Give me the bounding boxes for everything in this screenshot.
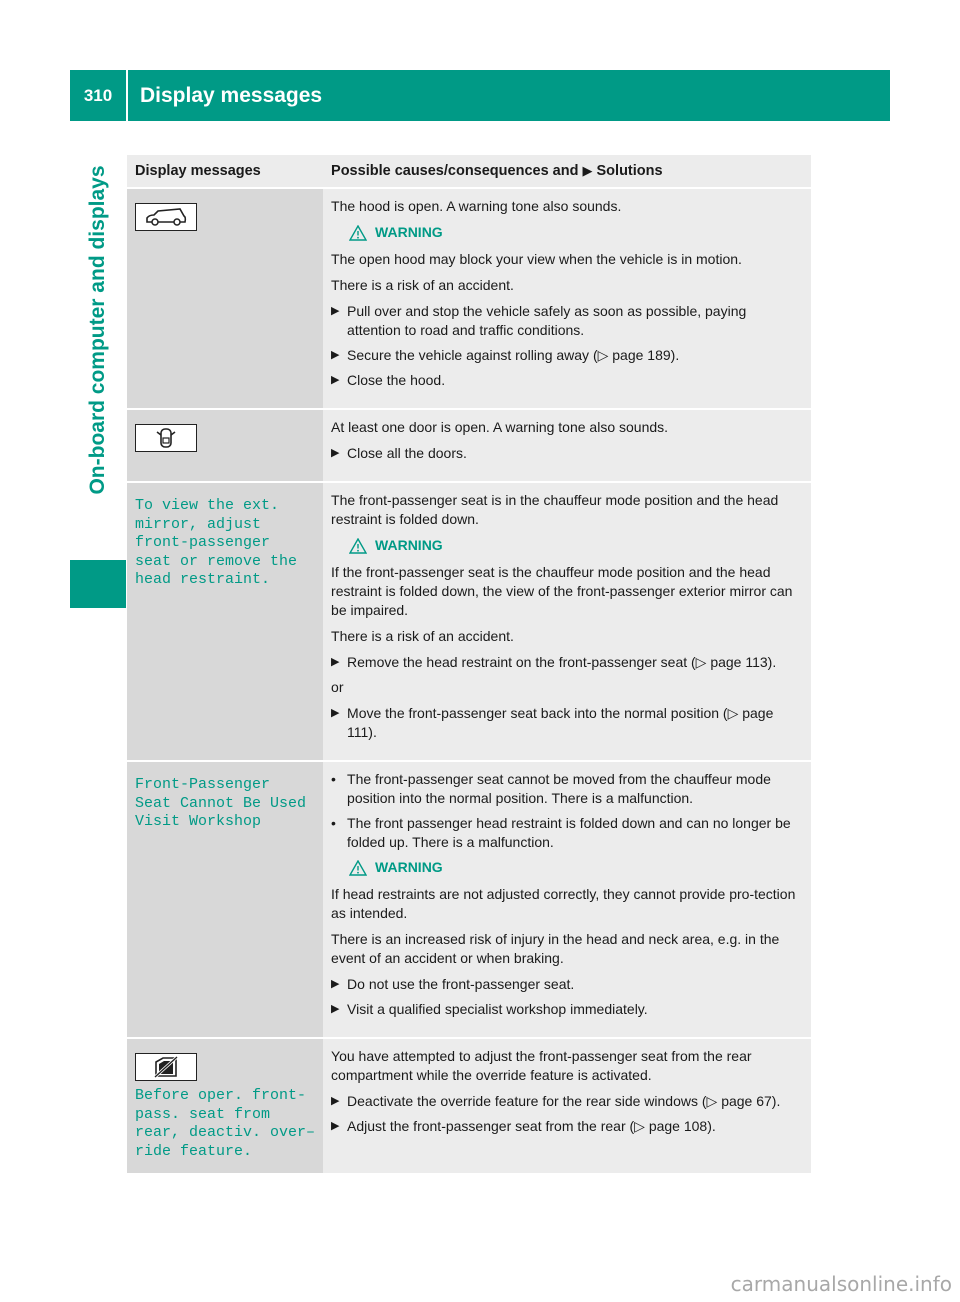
step-text: Close all the doors. bbox=[347, 445, 467, 461]
display-message-cell bbox=[127, 1038, 323, 1174]
step-arrow-icon: ▶ bbox=[331, 656, 340, 668]
display-message-cell bbox=[127, 482, 323, 761]
car-hood-open-icon bbox=[135, 203, 197, 231]
risk-text: There is a risk of an accident. bbox=[331, 277, 514, 293]
bullet-icon: • bbox=[331, 815, 336, 831]
section-tab-label: On-board computer and displays bbox=[86, 165, 109, 495]
solution-step bbox=[331, 1000, 803, 1019]
display-message-cell bbox=[127, 409, 323, 482]
page-title: Display messages bbox=[140, 83, 323, 107]
step-arrow-icon: ▶ bbox=[331, 349, 340, 361]
warning-text: If head restraints are not adjusted correctly, they cannot provide pro-tection as intended. bbox=[331, 886, 796, 921]
table-row bbox=[127, 761, 811, 1038]
or-text: or bbox=[331, 679, 344, 695]
cause-text: The front-passenger seat is in the chauffeur mode position and the head restraint is folded down. bbox=[331, 492, 779, 527]
solution-step bbox=[331, 1092, 803, 1111]
solution-step bbox=[331, 444, 803, 463]
cause-text: At least one door is open. A warning tone also sounds. bbox=[331, 419, 669, 435]
causes-solutions-cell bbox=[323, 188, 811, 409]
causes-solutions-cell bbox=[323, 409, 811, 482]
cause-text: You have attempted to adjust the front-passenger seat from the rear compartment while the override feature is activated. bbox=[331, 1048, 752, 1083]
step-text: Deactivate the override feature for the rear side windows (▷ page 67). bbox=[347, 1093, 781, 1109]
table-header-row bbox=[127, 155, 811, 188]
solution-step bbox=[331, 975, 803, 994]
bullet-text: The front-passenger seat cannot be moved from the chauffeur mode position into the normal position. There is a malfunction. bbox=[347, 771, 771, 806]
step-arrow-icon: ▶ bbox=[331, 978, 340, 990]
step-arrow-icon: ▶ bbox=[331, 1120, 340, 1132]
site-watermark: carmanualsonline.info bbox=[730, 1272, 952, 1296]
table-row bbox=[127, 482, 811, 761]
table-row bbox=[127, 1038, 811, 1174]
step-arrow-icon: ▶ bbox=[331, 305, 340, 317]
step-arrow-icon: ▶ bbox=[331, 447, 340, 459]
step-text: Move the front-passenger seat back into the normal position (▷ page 111). bbox=[347, 705, 774, 740]
causes-solutions-cell bbox=[323, 761, 811, 1038]
step-text: Do not use the front-passenger seat. bbox=[347, 976, 575, 992]
solution-step bbox=[331, 346, 803, 365]
warning-label: WARNING bbox=[375, 224, 443, 240]
step-arrow-icon: ▶ bbox=[331, 1095, 340, 1107]
risk-text: There is an increased risk of injury in the head and neck area, e.g. in the event of an accident or when braking. bbox=[331, 931, 780, 966]
warning-heading bbox=[349, 536, 803, 555]
solution-step bbox=[331, 704, 803, 742]
header-divider bbox=[126, 70, 128, 121]
section-tab-marker bbox=[70, 560, 126, 608]
display-message-cell bbox=[127, 188, 323, 409]
step-arrow-icon: ▶ bbox=[331, 1003, 340, 1015]
bullet-text: The front passenger head restraint is folded down and can no longer be folded up. There is a malfunction. bbox=[347, 815, 791, 850]
causes-solutions-cell bbox=[323, 482, 811, 761]
step-text: Remove the head restraint on the front-passenger seat (▷ page 113). bbox=[347, 654, 777, 670]
display-messages-table bbox=[127, 155, 811, 1175]
solution-step bbox=[331, 302, 803, 340]
column-header-display-messages: Display messages bbox=[127, 155, 323, 188]
warning-heading bbox=[349, 858, 803, 877]
warning-triangle-icon bbox=[349, 538, 367, 554]
display-message-cell bbox=[127, 761, 323, 1038]
step-text: Visit a qualified specialist workshop immediately. bbox=[347, 1001, 648, 1017]
cause-bullet bbox=[331, 770, 803, 808]
step-text: Close the hood. bbox=[347, 372, 446, 388]
step-text: Adjust the front-passenger seat from the rear (▷ page 108). bbox=[347, 1118, 716, 1134]
column-header-solutions-text: Solutions bbox=[596, 163, 663, 179]
play-arrow-icon: ▶ bbox=[582, 163, 593, 178]
risk-text: There is a risk of an accident. bbox=[331, 628, 514, 644]
warning-heading bbox=[349, 223, 803, 242]
solution-step bbox=[331, 371, 803, 390]
warning-text: The open hood may block your view when the vehicle is in motion. bbox=[331, 251, 742, 267]
warning-text: If the front-passenger seat is the chauffeur mode position and the head restraint is folded down, the view of the front-passenger exterior mirror can be impaired. bbox=[331, 564, 793, 618]
table-row bbox=[127, 409, 811, 482]
page-number: 310 bbox=[83, 85, 113, 105]
solution-step bbox=[331, 653, 803, 672]
step-arrow-icon: ▶ bbox=[331, 707, 340, 719]
bullet-icon: • bbox=[331, 771, 336, 787]
step-text: Secure the vehicle against rolling away (▷ page 189). bbox=[347, 347, 680, 363]
warning-label: WARNING bbox=[375, 859, 443, 875]
display-message-text: Before oper. front- pass. seat from rear, deactiv. over– ride feature. bbox=[135, 1087, 316, 1160]
rear-window-lock-icon bbox=[135, 1053, 197, 1081]
solution-step bbox=[331, 1117, 803, 1136]
cause-bullet bbox=[331, 814, 803, 852]
display-message-text: Front-Passenger Seat Cannot Be Used Visit Workshop bbox=[135, 776, 307, 830]
door-open-icon bbox=[135, 424, 197, 452]
cause-text: The hood is open. A warning tone also sounds. bbox=[331, 198, 622, 214]
column-header-causes-solutions bbox=[323, 155, 811, 188]
warning-triangle-icon bbox=[349, 860, 367, 876]
causes-solutions-cell bbox=[323, 1038, 811, 1174]
warning-triangle-icon bbox=[349, 225, 367, 241]
step-arrow-icon: ▶ bbox=[331, 374, 340, 386]
column-header-causes-text: Possible causes/consequences and bbox=[331, 163, 579, 179]
warning-label: WARNING bbox=[375, 537, 443, 553]
display-message-text: To view the ext. mirror, adjust front-passenger seat or remove the head restraint. bbox=[135, 497, 298, 588]
page-header bbox=[70, 70, 890, 121]
table-row bbox=[127, 188, 811, 409]
step-text: Pull over and stop the vehicle safely as soon as possible, paying attention to road and traffic conditions. bbox=[347, 303, 747, 338]
